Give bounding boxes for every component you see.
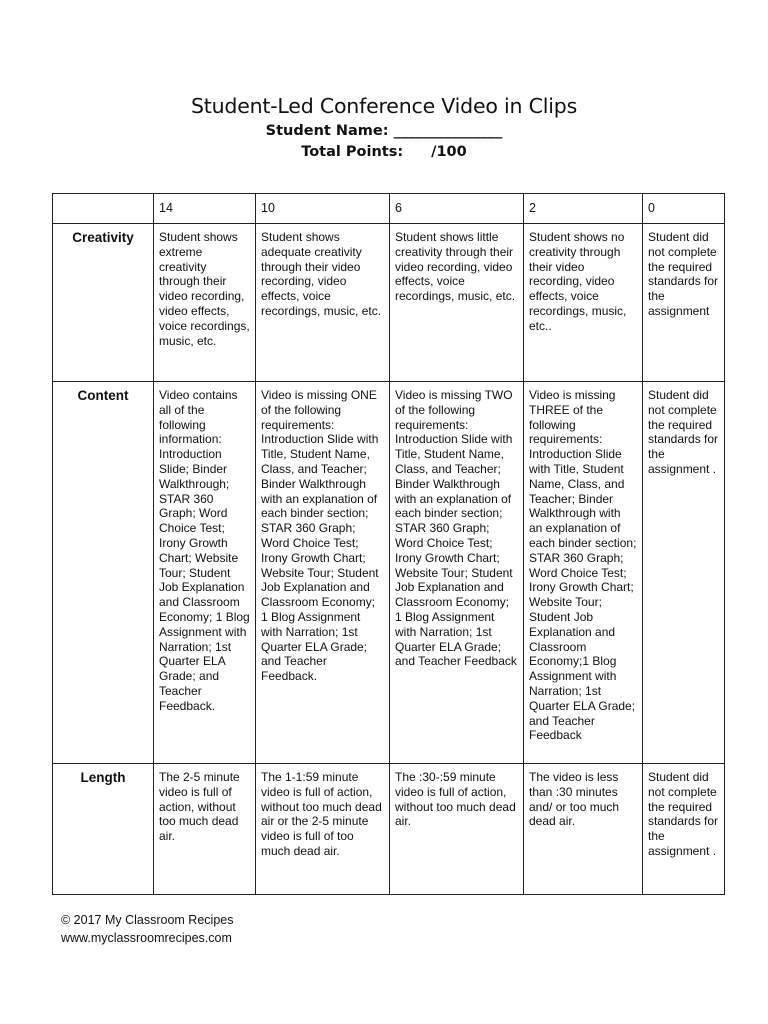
rubric-cell: Student did not complete the required standards for the assignment . xyxy=(643,764,725,895)
website-link[interactable]: www.myclassroomrecipes.com xyxy=(61,931,232,945)
rubric-cell: The 2-5 minute video is full of action, without too much dead air. xyxy=(154,764,256,895)
rubric-cell: Student shows extreme creativity through their video recording, video effects, voice recordings, music, etc. xyxy=(154,224,256,382)
score-header-10: 10 xyxy=(256,194,390,224)
table-row-content xyxy=(53,382,725,764)
rubric-cell: Student did not complete the required standards for the assignment . xyxy=(643,382,725,764)
score-header-6: 6 xyxy=(390,194,524,224)
table-row-creativity xyxy=(53,224,725,382)
score-header-0: 0 xyxy=(643,194,725,224)
rubric-cell: Video is missing THREE of the following requirements: Introduction Slide with Title, Student Name, Class, and Teacher; Binder Walkthrough with an explanation of each binder section; STAR 360 Graph; Word Choice Test; Irony Growth Chart; Website Tour; Student Job Explanation and Classroom Economy;1 Blog Assignment with Narration; 1st Quarter ELA Grade; and Teacher Feedback xyxy=(524,382,643,764)
rubric-table xyxy=(52,193,725,895)
total-points-line xyxy=(0,142,768,162)
rubric-cell: The 1-1:59 minute video is full of action, without too much dead air or the 2-5 minute video is full of too much dead air. xyxy=(256,764,390,895)
rubric-cell: Video contains all of the following information: Introduction Slide; Binder Walkthrough; STAR 360 Graph; Word Choice Test; Irony Growth Chart; Website Tour; Student Job Explanation and Classroom Economy; 1 Blog Assignment with Narration; 1st Quarter ELA Grade; and Teacher Feedback. xyxy=(154,382,256,764)
criterion-creativity: Creativity xyxy=(53,224,154,382)
score-header-row xyxy=(53,194,725,224)
total-points-value: /100 xyxy=(431,144,467,160)
rubric-cell: Video is missing TWO of the following requirements: Introduction Slide with Title, Student Name, Class, and Teacher; Binder Walkthrough with an explanation of each binder section; STAR 360 Graph; Word Choice Test; Irony Growth Chart; Website Tour; Student Job Explanation and Classroom Economy; 1 Blog Assignment with Narration; 1st Quarter ELA Grade; and Teacher Feedback xyxy=(390,382,524,764)
rubric-cell: The video is less than :30 minutes and/ or too much dead air. xyxy=(524,764,643,895)
table-row-length xyxy=(53,764,725,895)
header-corner-cell xyxy=(53,194,154,224)
student-name-line: Student Name: _______________ xyxy=(265,123,503,139)
rubric-cell: Student shows adequate creativity through their video recording, video effects, voice recordings, music, etc. xyxy=(256,224,390,382)
rubric-cell: Video is missing ONE of the following requirements: Introduction Slide with Title, Student Name, Class, and Teacher; Binder Walkthrough with an explanation of each binder section; STAR 360 Graph; Word Choice Test; Irony Growth Chart; Website Tour; Student Job Explanation and Classroom Economy; 1 Blog Assignment with Narration; 1st Quarter ELA Grade; and Teacher Feedback. xyxy=(256,382,390,764)
criterion-length: Length xyxy=(53,764,154,895)
score-header-2: 2 xyxy=(524,194,643,224)
rubric-cell: Student shows little creativity through their video recording, video effects, voice recordings, music, etc. xyxy=(390,224,524,382)
rubric-cell: The :30-:59 minute video is full of action, without too much dead air. xyxy=(390,764,524,895)
score-header-14: 14 xyxy=(154,194,256,224)
footer xyxy=(61,911,233,947)
rubric-cell: Student shows no creativity through their video recording, video effects, voice recordings, music, etc.. xyxy=(524,224,643,382)
rubric-cell: Student did not complete the required standards for the assignment xyxy=(643,224,725,382)
total-points-label: Total Points: xyxy=(301,144,404,160)
criterion-content: Content xyxy=(53,382,154,764)
document-title: Student-Led Conference Video in Clips xyxy=(190,94,578,118)
copyright-text: © 2017 My Classroom Recipes xyxy=(61,913,234,927)
